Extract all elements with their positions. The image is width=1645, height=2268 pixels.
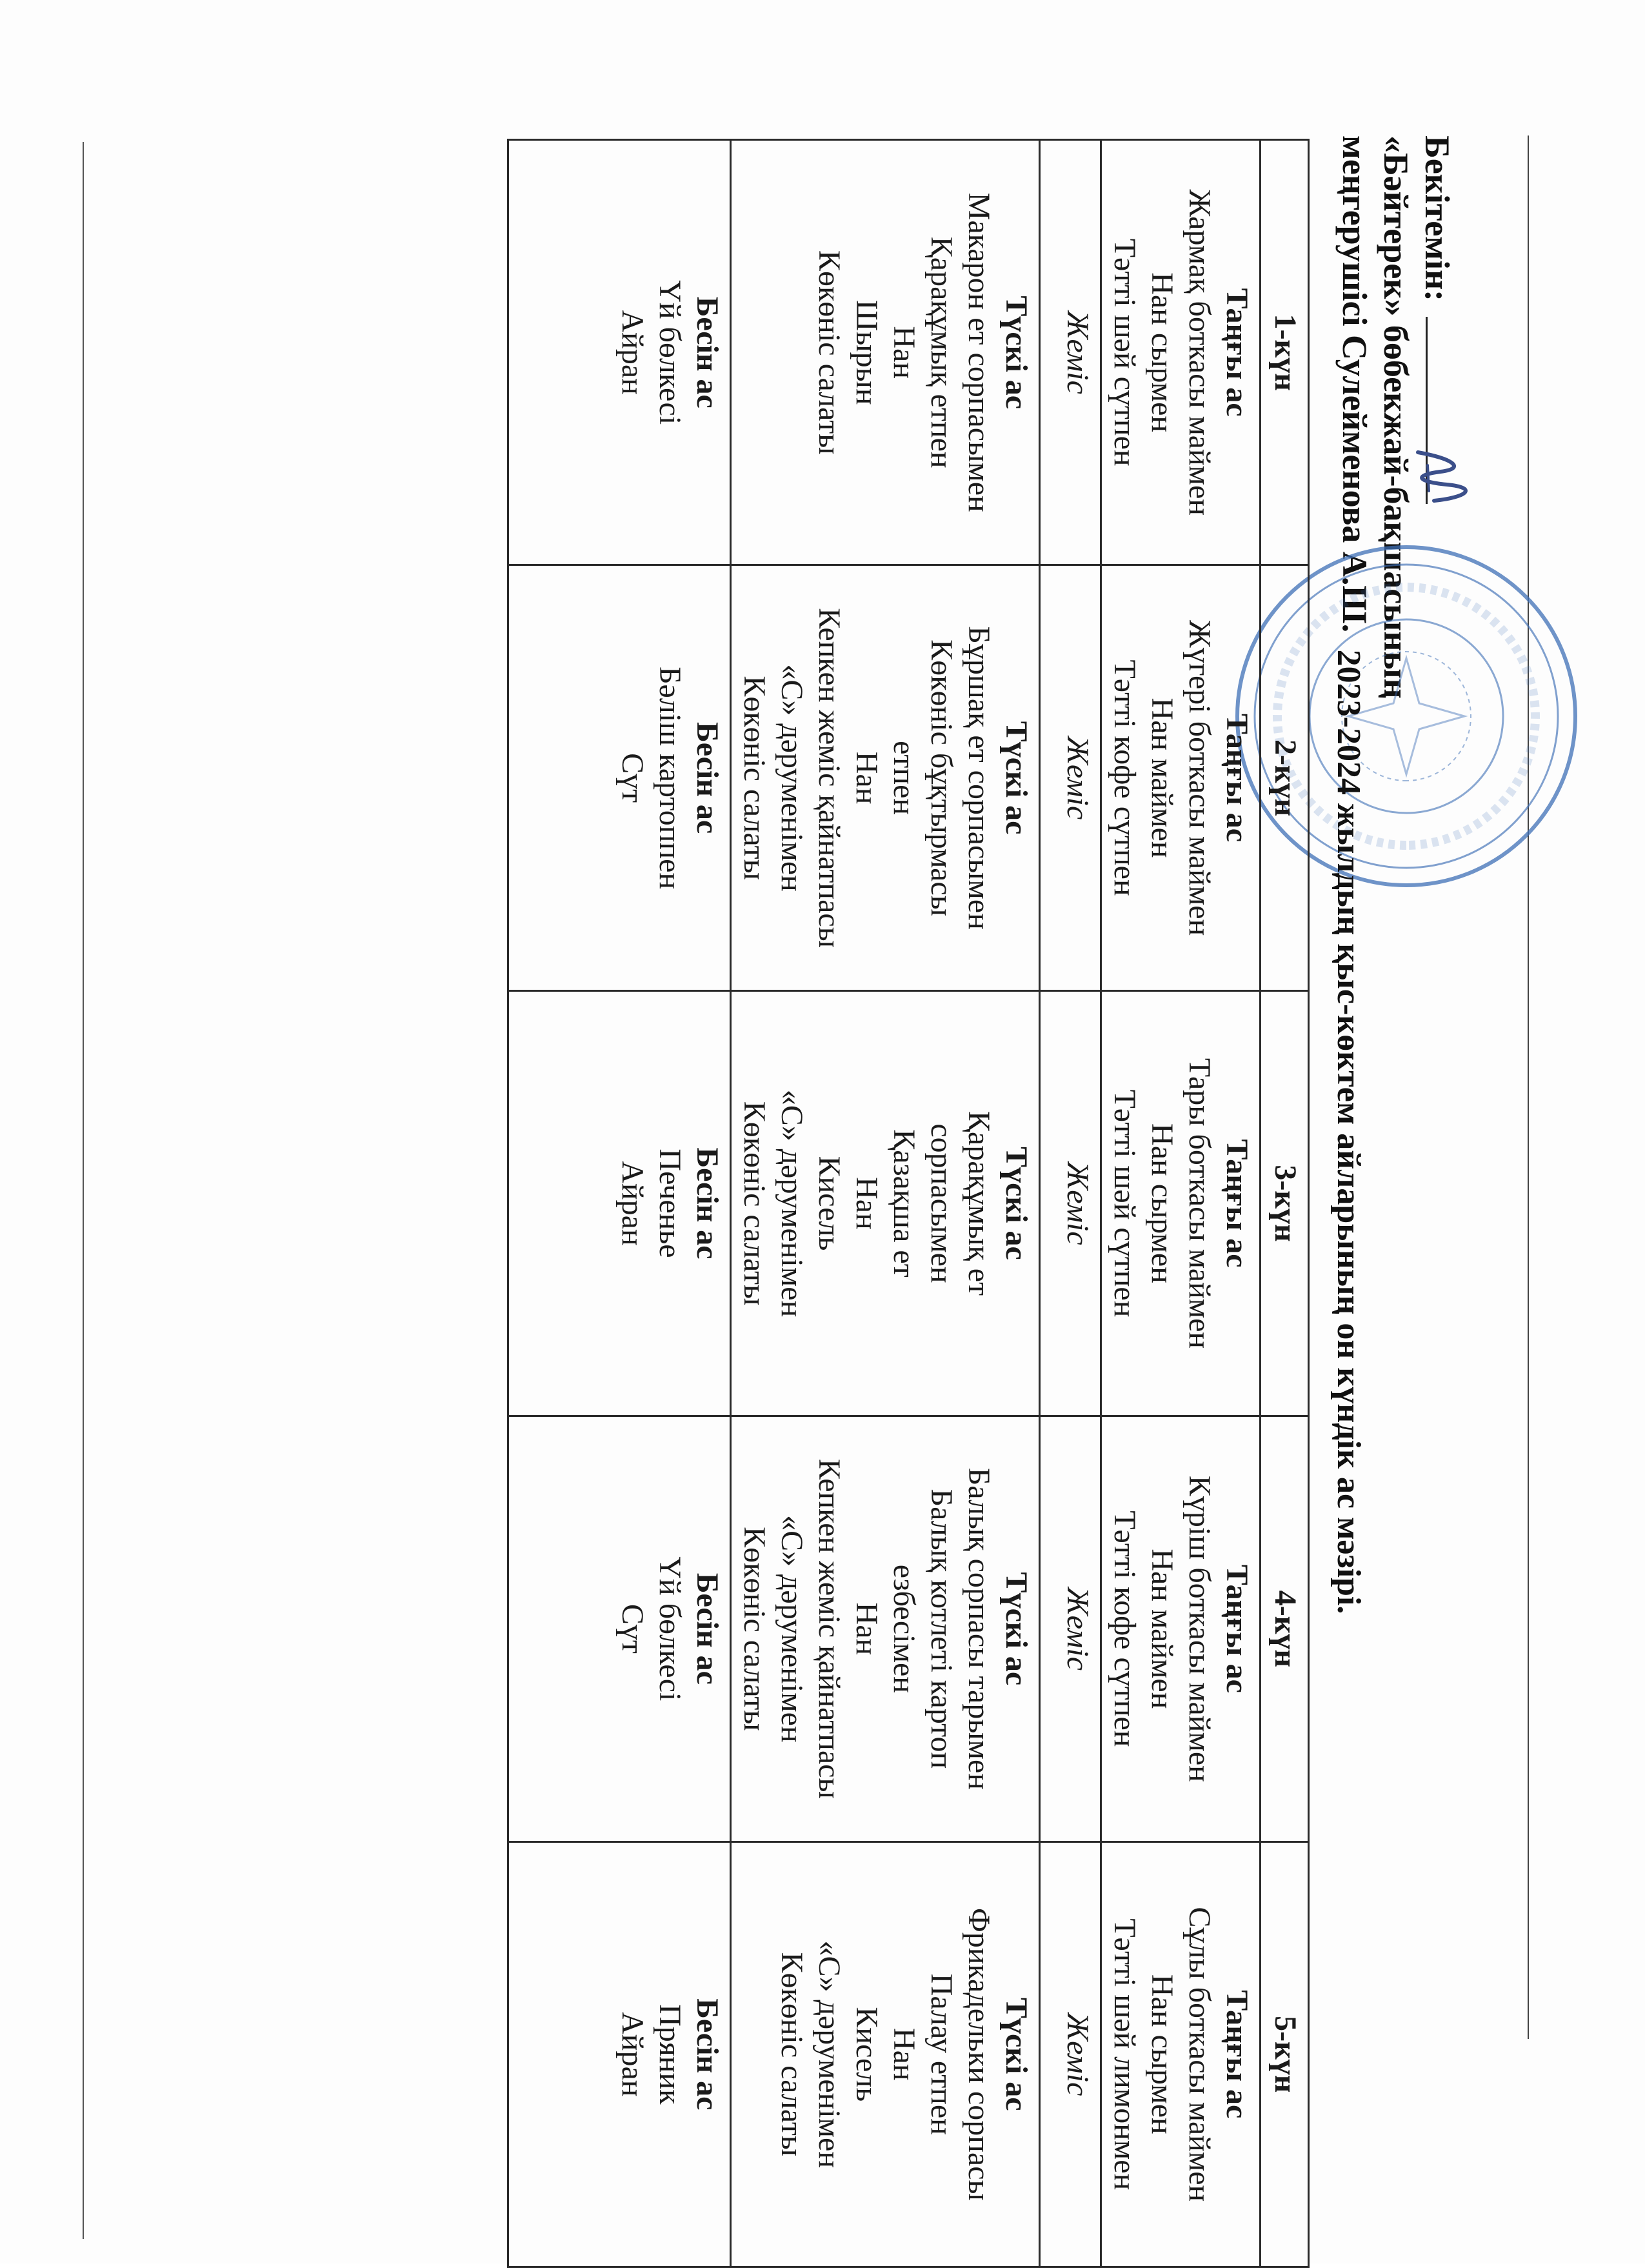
lunch-cell [731,140,1040,565]
menu-item: Қазақша ет [887,1129,921,1278]
menu-item: Кепкен жеміс қайнатпасы [812,1459,846,1799]
menu-item: Көкөніс салаты [812,250,846,455]
menu-item: Нан сырмен [1145,1123,1179,1283]
menu-item: Балық сорпасы тарымен [962,1467,996,1790]
menu-item: Кисель [850,2007,884,2102]
menu-item: «С» дәруменімен [775,664,809,892]
day-header: 3-күн [1261,990,1309,1416]
day-header: 5-күн [1261,1841,1309,2267]
meal-label: Бесін ас [690,1998,724,2111]
menu-item: Нан маймен [1145,697,1179,858]
menu-item: Үй бөлкесі [653,1556,687,1701]
meal-label: Таңғы ас [1220,1990,1254,2119]
menu-item: Кисель [812,1156,846,1251]
menu-item: Фрикадельки сорпасы [962,1907,996,2201]
menu-item: Тәтті кофе сүтпен [1108,659,1142,896]
menu-item: Тары боткасы маймен [1182,1058,1217,1349]
snack-cell [508,990,731,1416]
menu-item: Күріш боткасы маймен [1182,1475,1217,1782]
menu-item: «С» дәруменімен [812,1940,846,2169]
fruit-row [1040,140,1101,2267]
menu-item: Көкөніс салаты [737,1527,772,1731]
fruit-item: Жеміс [1061,736,1095,820]
menu-item: Нан сырмен [1145,272,1179,433]
menu-item: Тәтті шәй сүтпен [1108,1089,1142,1318]
day-header-row [1261,140,1309,2267]
menu-item: Печенье [653,1149,687,1258]
signature-line [1426,317,1453,504]
menu-item: «С» дәруменімен [775,1089,809,1318]
menu-item: Балық котлеті картоп [924,1489,959,1769]
lunch-cell [731,1841,1040,2267]
meal-label: Бесін ас [690,296,724,408]
menu-item: Сүт [615,1603,650,1654]
menu-item: Айран [615,2012,650,2097]
day-header: 1-күн [1261,140,1309,565]
menu-item: «С» дәруменімен [775,1515,809,1743]
day-header: 2-күн [1261,565,1309,990]
menu-item: Көкөніс салаты [775,1952,809,2157]
menu-item: Тәтті шәй лимонмен [1108,1918,1142,2191]
breakfast-cell [1101,1841,1261,2267]
meal-label: Бесін ас [690,1147,724,1259]
scan-edge-line [1528,135,1529,2039]
menu-item: Шырын [850,299,884,405]
menu-item: Нан [887,326,921,379]
lunch-row [731,140,1040,2267]
menu-item: Қарақұмық ет [962,1110,996,1296]
day-header: 4-күн [1261,1416,1309,1841]
menu-item: Үй бөлкесі [653,280,687,425]
snack-cell [508,140,731,565]
menu-item: Нан [850,1602,884,1656]
fruit-cell [1040,990,1101,1416]
meal-label: Таңғы ас [1220,1139,1254,1268]
menu-table [507,139,1310,2268]
fruit-item: Жеміс [1061,1587,1095,1671]
fruit-cell [1040,1841,1101,2267]
menu-item: Бұршақ ет сорпасымен [962,626,996,930]
menu-item: Тәтті шәй сүтпен [1108,238,1142,467]
menu-item: Көкөніс салаты [737,1101,772,1306]
menu-item: Көкөніс салаты [737,676,772,880]
snack-cell [508,1841,731,2267]
menu-item: Палау етпен [924,1973,959,2135]
snack-cell [508,565,731,990]
lunch-cell [731,1416,1040,1841]
fruit-cell [1040,140,1101,565]
menu-item: Бәліш картоппен [653,667,687,890]
approval-line-3: меңгерушісі Сулейменова А.Ш. [1335,135,1374,633]
menu-item: Пряник [653,2004,687,2105]
menu-item: Нан сырмен [1145,1974,1179,2134]
menu-item: Сұлы боткасы маймен [1182,1907,1217,2202]
scan-edge-line [83,142,84,2239]
menu-item: Жармақ боткасы маймен [1182,189,1217,516]
menu-item: Сүт [615,753,650,803]
menu-item: Кепкен жеміс қайнатпасы [812,608,846,948]
meal-label: Түскі ас [999,296,1033,409]
meal-label: Түскі ас [999,721,1033,835]
menu-item: Нан [850,751,884,805]
lunch-cell [731,565,1040,990]
fruit-item: Жеміс [1061,310,1095,394]
breakfast-cell [1101,1416,1261,1841]
menu-item: Нан [850,1177,884,1230]
menu-item: Жүгері боткасы маймен [1182,619,1217,936]
menu-item: Көкөніс бұқтырмасы [924,639,959,916]
menu-item: езбесімен [887,1564,921,1693]
breakfast-cell [1101,990,1261,1416]
approval-line-2: «Бәйтерек» бөбекжай-бақшасының [1377,135,1415,699]
breakfast-cell [1101,565,1261,990]
meal-label: Түскі ас [999,1147,1033,1260]
fruit-item: Жеміс [1061,2012,1095,2096]
menu-item: сорпасымен [924,1123,959,1283]
breakfast-row [1101,140,1261,2267]
meal-label: Түскі ас [999,1572,1033,1686]
menu-item: Нан [887,2027,921,2081]
meal-label: Бесін ас [690,1572,724,1685]
snack-row [508,140,731,2267]
approval-line-1: Бекітемін: [1417,135,1458,1103]
fruit-item: Жеміс [1061,1161,1095,1245]
signature-mark [1402,439,1479,517]
menu-title: 2023-2024 жылдың қыс-көктем айларының он күндік ас мәзірі. [1330,649,1367,1614]
breakfast-cell [1101,140,1261,565]
fruit-cell [1040,1416,1101,1841]
meal-label: Таңғы ас [1220,714,1254,843]
meal-label: Бесін ас [690,721,724,834]
menu-item: Қарақұмық етпен [924,236,959,468]
meal-label: Түскі ас [999,1997,1033,2111]
menu-item: Нан маймен [1145,1549,1179,1709]
menu-item: Айран [615,1161,650,1246]
lunch-cell [731,990,1040,1416]
menu-item: Айран [615,310,650,395]
fruit-cell [1040,565,1101,990]
menu-item: етпен [887,741,921,816]
meal-label: Таңғы ас [1220,288,1254,417]
menu-item: Тәтті кофе сүтпен [1108,1510,1142,1747]
snack-cell [508,1416,731,1841]
meal-label: Таңғы ас [1220,1564,1254,1693]
menu-item: Макарон ет сорпасымен [962,192,996,512]
